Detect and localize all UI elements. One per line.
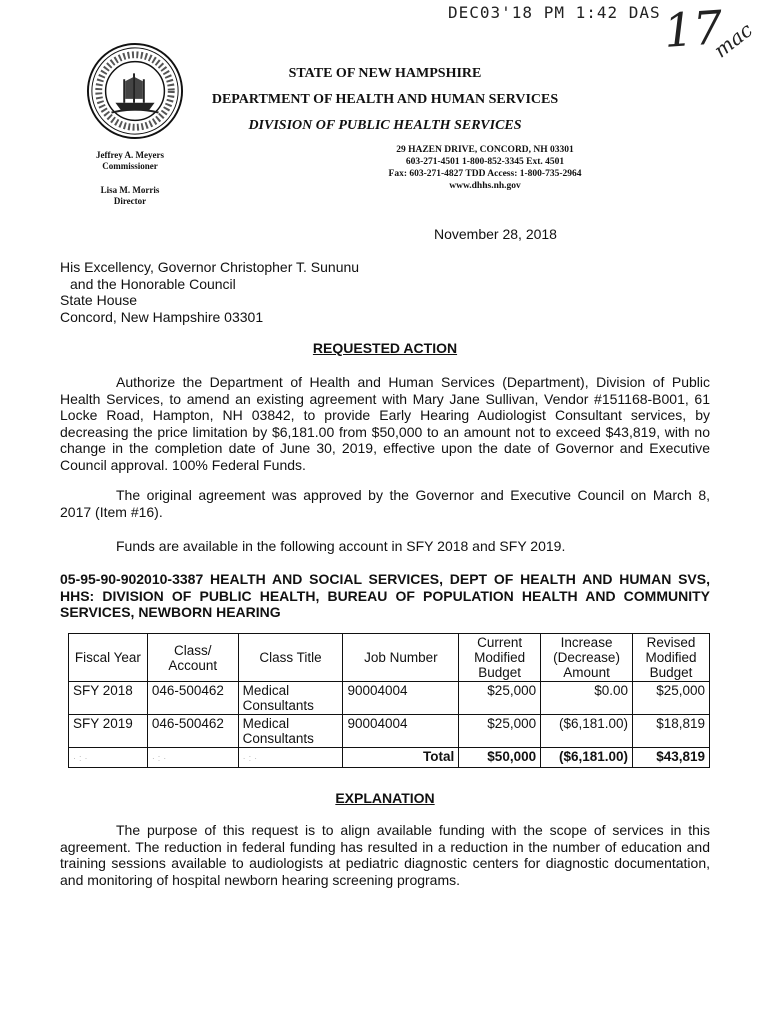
total-revised-cell: $43,819 — [633, 748, 710, 768]
letterhead-state: STATE OF NEW HAMPSHIRE — [288, 66, 482, 81]
fiscal-year-cell: SFY 2019 — [69, 715, 148, 748]
current-budget-cell: $25,000 — [459, 715, 541, 748]
scan-noise-cell: ·:· — [238, 748, 343, 768]
letterhead-department: DEPARTMENT OF HEALTH AND HUMAN SERVICES — [211, 92, 559, 107]
job-number-cell: 90004004 — [343, 715, 459, 748]
scan-noise-cell: ·:· — [69, 748, 148, 768]
table-row — [69, 715, 710, 748]
letterhead-contact — [285, 144, 685, 192]
column-header: Current Modified Budget — [459, 634, 541, 682]
account-heading: 05-95-90-902010-3387 HEALTH AND SOCIAL SERVICES, DEPT OF HEALTH AND HUMAN SVS, HHS: DIVISION OF PUBLIC HEALTH, BUREAU OF POPULATION HEALTH AND COMMUNITY SERVICES, NEWBORN HEARING — [60, 571, 710, 620]
column-header: Increase (Decrease) Amount — [541, 634, 633, 682]
original-agreement-text: The original agreement was approved by the Governor and Executive Council on March 8, 2017 (Item #16). — [60, 487, 710, 520]
requested-action-text: Authorize the Department of Health and Human Services (Department), Division of Public Health Services, to amend an existing agreement with Mary Jane Sullivan, Vendor #151168-B001, 61 Locke Road, Hampton, NH 03842, to provide Early Hearing Audiologist Consultant services, by decreasing the price limitation by $6,181.00 from $50,000 to an amount not to exceed $43,819, with no change in the completion date of June 30, 2019, effective upon the date of Governor and Executive Council approval. 100% Federal Funds. — [60, 374, 710, 473]
change-amount-cell: ($6,181.00) — [541, 715, 633, 748]
account-cell: 046-500462 — [147, 715, 238, 748]
total-label-cell: Total — [343, 748, 459, 768]
recipient-block — [60, 259, 359, 325]
account-cell: 046-500462 — [147, 682, 238, 715]
phone-line: 603-271-4501 1-800-852-3345 Ext. 4501 — [405, 157, 565, 167]
handwritten-number: 17 — [662, 0, 725, 58]
budget-table — [68, 633, 710, 768]
revised-budget-cell: $25,000 — [633, 682, 710, 715]
table-row — [69, 682, 710, 715]
commissioner-block — [60, 150, 200, 172]
director-block — [60, 185, 200, 207]
column-header: Fiscal Year — [69, 634, 148, 682]
funds-available-text: Funds are available in the following account in SFY 2018 and SFY 2019. — [116, 538, 566, 554]
received-stamp: DEC03'18 PM 1:42 DAS — [448, 3, 661, 22]
requested-action-title: REQUESTED ACTION — [312, 340, 458, 356]
recipient-line: Concord, New Hampshire 03301 — [60, 308, 264, 325]
director-name: Lisa M. Morris — [100, 185, 160, 195]
fiscal-year-cell: SFY 2018 — [69, 682, 148, 715]
website-link[interactable]: www.dhhs.nh.gov — [449, 181, 521, 191]
recipient-line: State House — [60, 292, 138, 308]
revised-budget-cell: $18,819 — [633, 715, 710, 748]
letterhead-division: DIVISION OF PUBLIC HEALTH SERVICES — [248, 118, 522, 133]
column-header: Class/ Account — [147, 634, 238, 682]
class-title-cell: Medical Consultants — [238, 715, 343, 748]
total-change-cell: ($6,181.00) — [541, 748, 633, 768]
class-title-cell: Medical Consultants — [238, 682, 343, 715]
table-total-row — [69, 748, 710, 768]
job-number-cell: 90004004 — [343, 682, 459, 715]
column-header: Job Number — [343, 634, 459, 682]
column-header: Class Title — [238, 634, 343, 682]
total-current-cell: $50,000 — [459, 748, 541, 768]
director-title: Director — [113, 196, 147, 206]
explanation-text: The purpose of this request is to align available funding with the scope of services in this agreement. The reduction in federal funding has resulted in a reduction in the number of education and training sessions available to audiologists at pediatric diagnostic centers for diagnostic documentation, and monitoring of hospital newborn hearing screening programs. — [60, 822, 710, 888]
fax-line: Fax: 603-271-4827 TDD Access: 1-800-735-2964 — [388, 169, 582, 179]
recipient-line: His Excellency, Governor Christopher T. Sununu — [60, 259, 360, 275]
table-header-row — [69, 634, 710, 682]
current-budget-cell: $25,000 — [459, 682, 541, 715]
column-header: Revised Modified Budget — [633, 634, 710, 682]
explanation-title: EXPLANATION — [335, 790, 435, 806]
change-amount-cell: $0.00 — [541, 682, 633, 715]
letter-date: November 28, 2018 — [434, 226, 557, 242]
commissioner-title: Commissioner — [102, 161, 158, 171]
commissioner-name: Jeffrey A. Meyers — [95, 150, 165, 160]
handwritten-initials: mac — [709, 17, 758, 63]
address-line: 29 HAZEN DRIVE, CONCORD, NH 03301 — [396, 145, 574, 155]
scan-noise-cell: ·:· — [147, 748, 238, 768]
recipient-line: and the Honorable Council — [70, 275, 236, 292]
